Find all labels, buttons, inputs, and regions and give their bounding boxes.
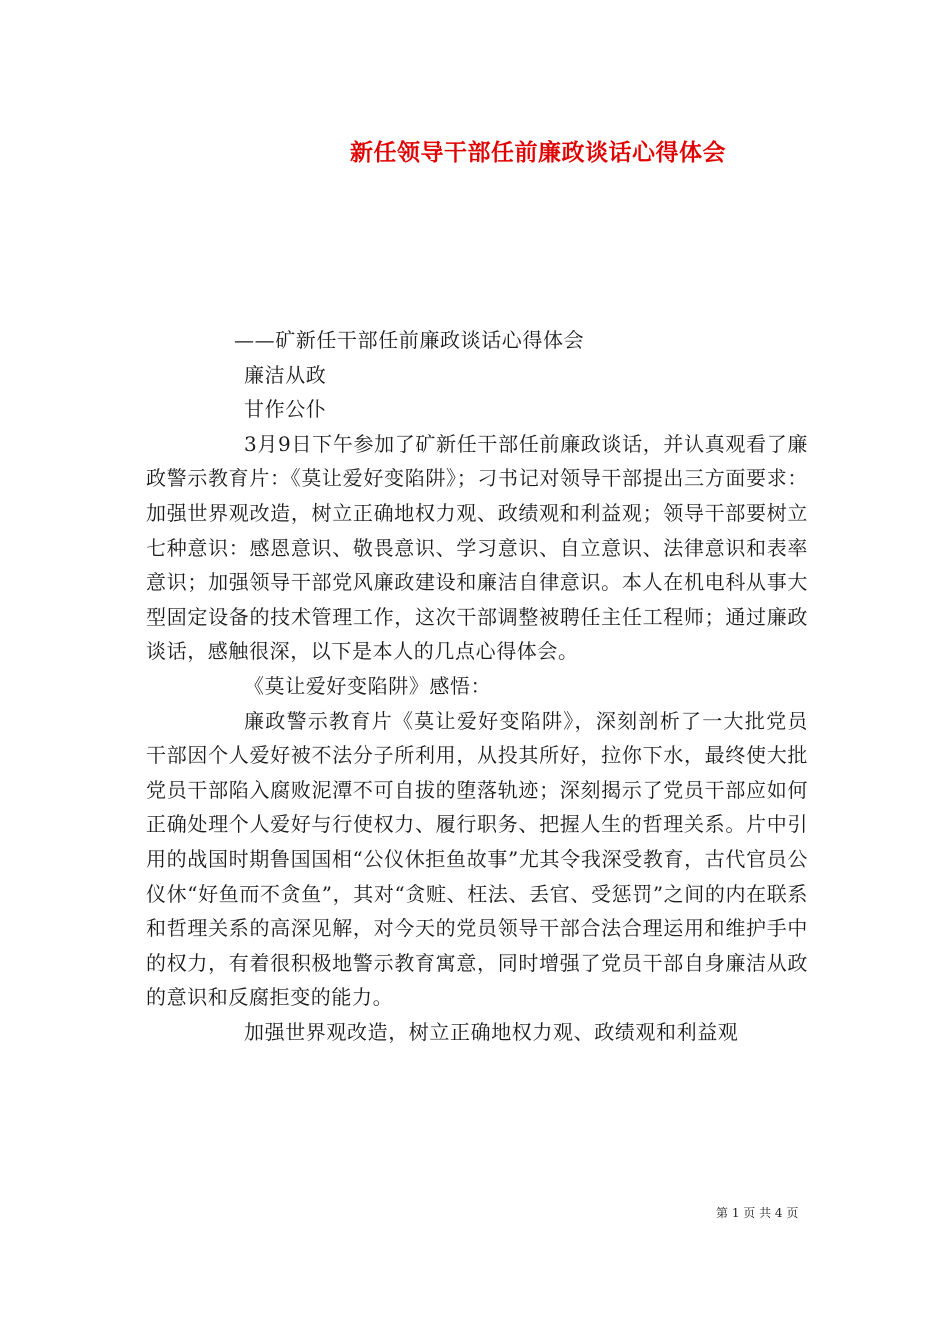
document-body	[146, 323, 808, 1049]
paragraph-intro: 3月9日下午参加了矿新任干部任前廉政谈话，并认真观看了廉政警示教育片：《莫让爱好变陷阱》；刁书记对领导干部提出三方面要求：加强世界观改造，树立正确地权力观、政绩观和利益观；领导干部要树立七种意识：感恩意识、敬畏意识、学习意识、自立意识、法律意识和表率意识；加强领导干部党风廉政建设和廉洁自律意识。本人在机电科从事大型固定设备的技术管理工作，这次干部调整被聘任主任工程师；通过廉政谈话，感触很深，以下是本人的几点心得体会。	[146, 431, 808, 664]
document-subtitle: ——矿新任干部任前廉政谈话心得体会	[234, 328, 585, 352]
section-heading-worldview: 加强世界观改造，树立正确地权力观、政绩观和利益观	[244, 1019, 739, 1044]
paragraph-film: 廉政警示教育片《莫让爱好变陷阱》，深刻剖析了一大批党员干部因个人爱好被不法分子所利用，从投其所好，拉你下水，最终使大批党员干部陷入腐败泥潭不可自拔的堕落轨迹；深刻揭示了党员干部应如何正确处理个人爱好与行使权力、履行职务、把握人生的哲理关系。片中引用的战国时期鲁国国相“公仪休拒鱼故事”尤其令我深受教育，古代官员公仪休“好鱼而不贪鱼”，其对“贪赃、枉法、丢官、受惩罚”之间的内在联系和哲理关系的高深见解，对今天的党员领导干部合法合理运用和维护手中的权力，有着很积极地警示教育寓意，同时增强了党员干部自身廉洁从政的意识和反腐拒变的能力。	[146, 708, 808, 1010]
heading-1: 廉洁从政	[244, 362, 327, 387]
document-title: 新任领导干部任前廉政谈话心得体会	[350, 139, 726, 166]
section-heading-film: 《莫让爱好变陷阱》感悟：	[244, 673, 492, 698]
page-footer: 第 1 页 共 4 页	[716, 1206, 799, 1220]
heading-2: 甘作公仆	[244, 397, 327, 422]
